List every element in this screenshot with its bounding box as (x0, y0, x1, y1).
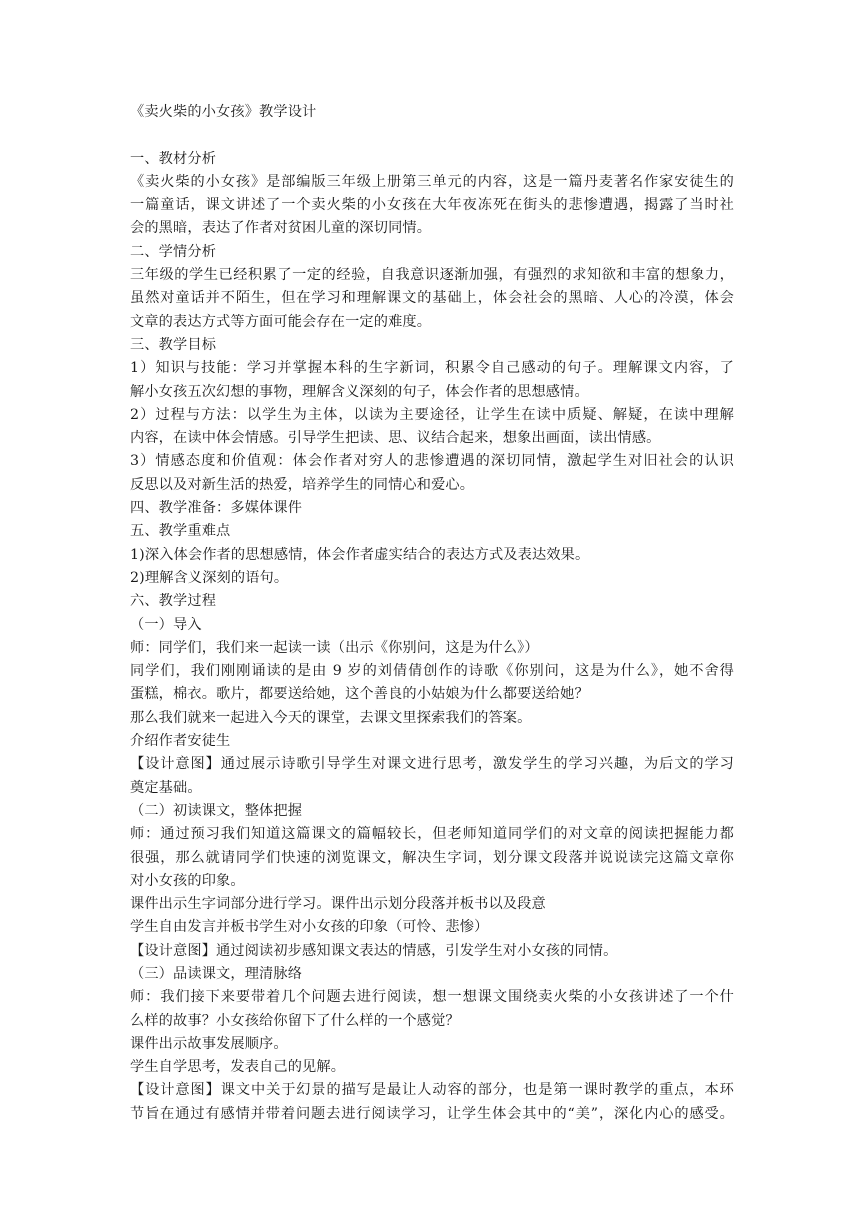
text-line: 2)理解含义深刻的语句。 (130, 569, 289, 586)
text-line: 三、教学目标 (130, 336, 217, 353)
text-line: 1)深入体会作者的思想感情，体会作者虚实结合的表达方式及表达效果。 (130, 546, 590, 563)
document-page (130, 101, 734, 1126)
text-line: 四、教学准备：多媒体课件 (130, 500, 303, 517)
text-line: 很强，那么就请同学们快速的浏览课文，解决生字词，划分课文段落并说说读完这篇文章你 (130, 849, 734, 866)
document-body (130, 148, 734, 1126)
text-line: 那么我们就来一起进入今天的课堂，去课文里探索我们的答案。 (130, 709, 532, 726)
text-line: 五、教学重难点 (130, 523, 231, 540)
document-title: 《卖火柴的小女孩》教学设计 (130, 104, 317, 120)
text-line: 内容，在读中体会情感。引导学生把读、思、议结合起来，想象出画面，读出情感。 (130, 430, 661, 447)
text-line: 解小女孩五次幻想的事物，理解含义深刻的句子，体会作者的思想感情。 (130, 383, 589, 400)
text-line: 师：通过预习我们知道这篇课文的篇幅较长，但老师知道同学们的对文章的阅读把握能力都 (130, 826, 734, 843)
text-line: 课件出示故事发展顺序。 (130, 1035, 288, 1052)
text-line: 么样的故事？小女孩给你留下了什么样的一个感觉？ (130, 1012, 460, 1029)
text-line: 1）知识与技能：学习并掌握本科的生字新词，积累令自己感动的句子。理解课文内容，了 (130, 360, 734, 377)
text-line: 师：我们接下来要带着几个问题去进行阅读，想一想课文围绕卖火柴的小女孩讲述了一个什 (130, 989, 734, 1006)
text-line: 学生自学思考，发表自己的见解。 (130, 1059, 346, 1076)
text-line: 师：同学们，我们来一起读一读（出示《你别问，这是为什么》） (130, 639, 539, 656)
text-line: 2）过程与方法：以学生为主体，以读为主要途径，让学生在读中质疑、解疑，在读中理解 (130, 406, 734, 423)
text-line: 六、教学过程 (130, 593, 217, 610)
text-line: 【设计意图】通过展示诗歌引导学生对课文进行思考，激发学生的学习兴趣，为后文的学习 (130, 756, 734, 773)
text-line: 课件出示生字词部分进行学习。课件出示划分段落并板书以及段意 (130, 896, 546, 913)
text-line: 二、学情分析 (130, 243, 217, 260)
text-line: 对小女孩的印象。 (130, 872, 245, 889)
text-line: 奠定基础。 (130, 779, 202, 796)
text-line: 反思以及对新生活的热爱，培养学生的同情心和爱心。 (130, 476, 475, 493)
text-line: 会的黑暗，表达了作者对贫困儿童的深切同情。 (130, 220, 432, 237)
text-line: 学生自由发言并板书学生对小女孩的印象（可怜、悲惨） (130, 919, 489, 936)
text-line: 节旨在通过有感情并带着问题去进行阅读学习，让学生体会其中的“美”，深化内心的感受。 (130, 1105, 734, 1122)
text-line: 《卖火柴的小女孩》是部编版三年级上册第三单元的内容，这是一篇丹麦著名作家安徒生的 (130, 173, 734, 190)
text-line: 3）情感态度和价值观：体会作者对穷人的悲惨遭遇的深切同情，激起学生对旧社会的认识 (130, 453, 734, 470)
text-line: 同学们，我们刚刚诵读的是由 9 岁的刘倩倩创作的诗歌《你别问，这是为什么》，她不舍得 (130, 663, 734, 680)
text-line: 蛋糕，棉衣。歌片，都要送给她，这个善良的小姑娘为什么都要送给她？ (130, 686, 589, 703)
text-line: 【设计意图】通过阅读初步感知课文表达的情感，引发学生对小女孩的同情。 (130, 942, 618, 959)
text-line: 文章的表达方式等方面可能会存在一定的难度。 (130, 313, 432, 330)
text-line: （一）导入 (130, 616, 202, 633)
text-line: 一、教材分析 (130, 150, 217, 167)
text-line: 三年级的学生已经积累了一定的经验，自我意识逐渐加强，有强烈的求知欲和丰富的想象力， (130, 267, 734, 284)
text-line: 介绍作者安徒生 (130, 733, 231, 750)
text-line: 虽然对童话并不陌生，但在学习和理解课文的基础上，体会社会的黑暗、人心的冷漠，体会 (130, 290, 734, 307)
text-line: （三）品读课文，理清脉络 (130, 965, 303, 982)
text-line: （二）初读课文，整体把握 (130, 802, 303, 819)
text-line: 一篇童话，课文讲述了一个卖火柴的小女孩在大年夜冻死在街头的悲惨遭遇，揭露了当时社 (130, 197, 734, 214)
text-line: 【设计意图】课文中关于幻景的描写是最让人动容的部分，也是第一课时教学的重点，本环 (130, 1082, 734, 1099)
